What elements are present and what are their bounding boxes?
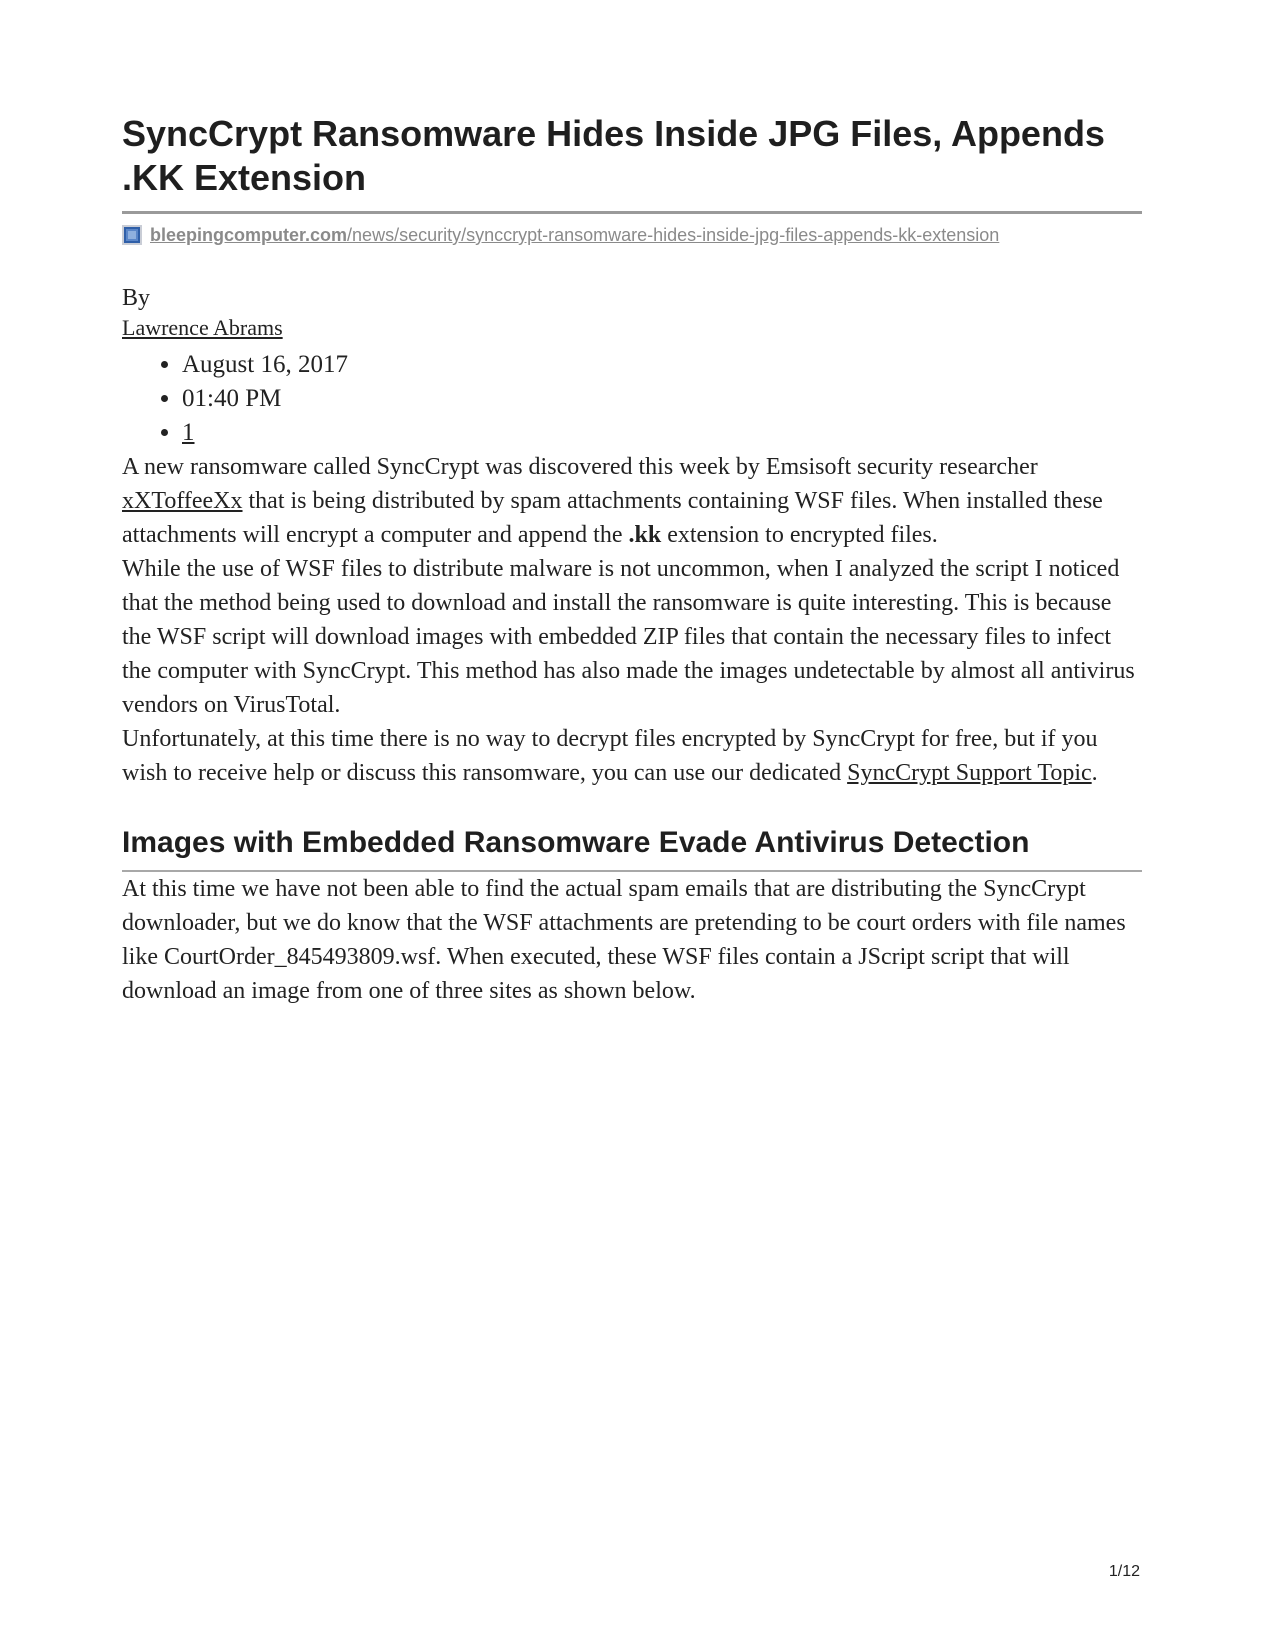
title-divider <box>122 211 1142 214</box>
paragraph-support-text-1: Unfortunately, at this time there is no way to decrypt files encrypted by SyncCrypt for free, but if you wish to receive help or discuss this ransomware, you can use our dedicated <box>122 726 1098 786</box>
source-link[interactable] <box>150 224 999 246</box>
comments-count-link[interactable]: 1 <box>182 419 195 446</box>
paragraph-intro-text-2: that is being distributed by spam attachments containing WSF files. When installed these attachments will encrypt a computer and append the <box>122 488 1103 548</box>
byline-label: By <box>122 285 151 311</box>
extension-bold: .kk <box>628 522 662 548</box>
comments-item <box>182 416 1142 450</box>
paragraph-analysis: While the use of WSF files to distribute malware is not uncommon, when I analyzed the script I noticed that the method being used to download and install the ransomware is quite interesting. This is because the WSF script will download images with embedded ZIP files that contain the necessary files to infect the computer with SyncCrypt. This method has also made the images undetectable by almost all antivirus vendors on VirusTotal. <box>122 556 1135 718</box>
article <box>122 112 1142 1008</box>
source-domain: bleepingcomputer.com <box>150 225 348 245</box>
page-number: 1/12 <box>1108 1563 1140 1580</box>
article-date: • August 16, 2017 <box>182 348 1142 382</box>
source-url <box>122 224 1142 246</box>
site-favicon-icon <box>122 225 142 245</box>
article-title: SyncCrypt Ransomware Hides Inside JPG Files, Appends .KK Extension <box>122 113 1105 198</box>
paragraph-intro-text-3: extension to encrypted files. <box>661 522 938 548</box>
support-topic-link[interactable]: SyncCrypt Support Topic <box>847 760 1092 786</box>
article-meta-list <box>122 348 1142 450</box>
article-time: • 01:40 PM <box>182 382 1142 416</box>
paragraph-support-text-2: . <box>1091 760 1098 786</box>
paragraph-support <box>122 722 1142 790</box>
researcher-link[interactable]: xXToffeeXx <box>122 488 243 514</box>
section-heading: Images with Embedded Ransomware Evade Antivirus Detection <box>122 826 1030 859</box>
author-link[interactable]: Lawrence Abrams <box>122 315 283 340</box>
paragraph-intro <box>122 450 1142 552</box>
paragraph-spam: At this time we have not been able to find the actual spam emails that are distributing the SyncCrypt downloader, but we do know that the WSF attachments are pretending to be court orders with file names like CourtOrder_845493809.wsf. When executed, these WSF files contain a JScript script that will download an image from one of three sites as shown below. <box>122 876 1126 1004</box>
source-path: /news/security/synccrypt-ransomware-hides-inside-jpg-files-appends-kk-extension <box>347 225 1000 245</box>
paragraph-intro-text-1: A new ransomware called SyncCrypt was discovered this week by Emsisoft security researcher <box>122 454 1038 480</box>
